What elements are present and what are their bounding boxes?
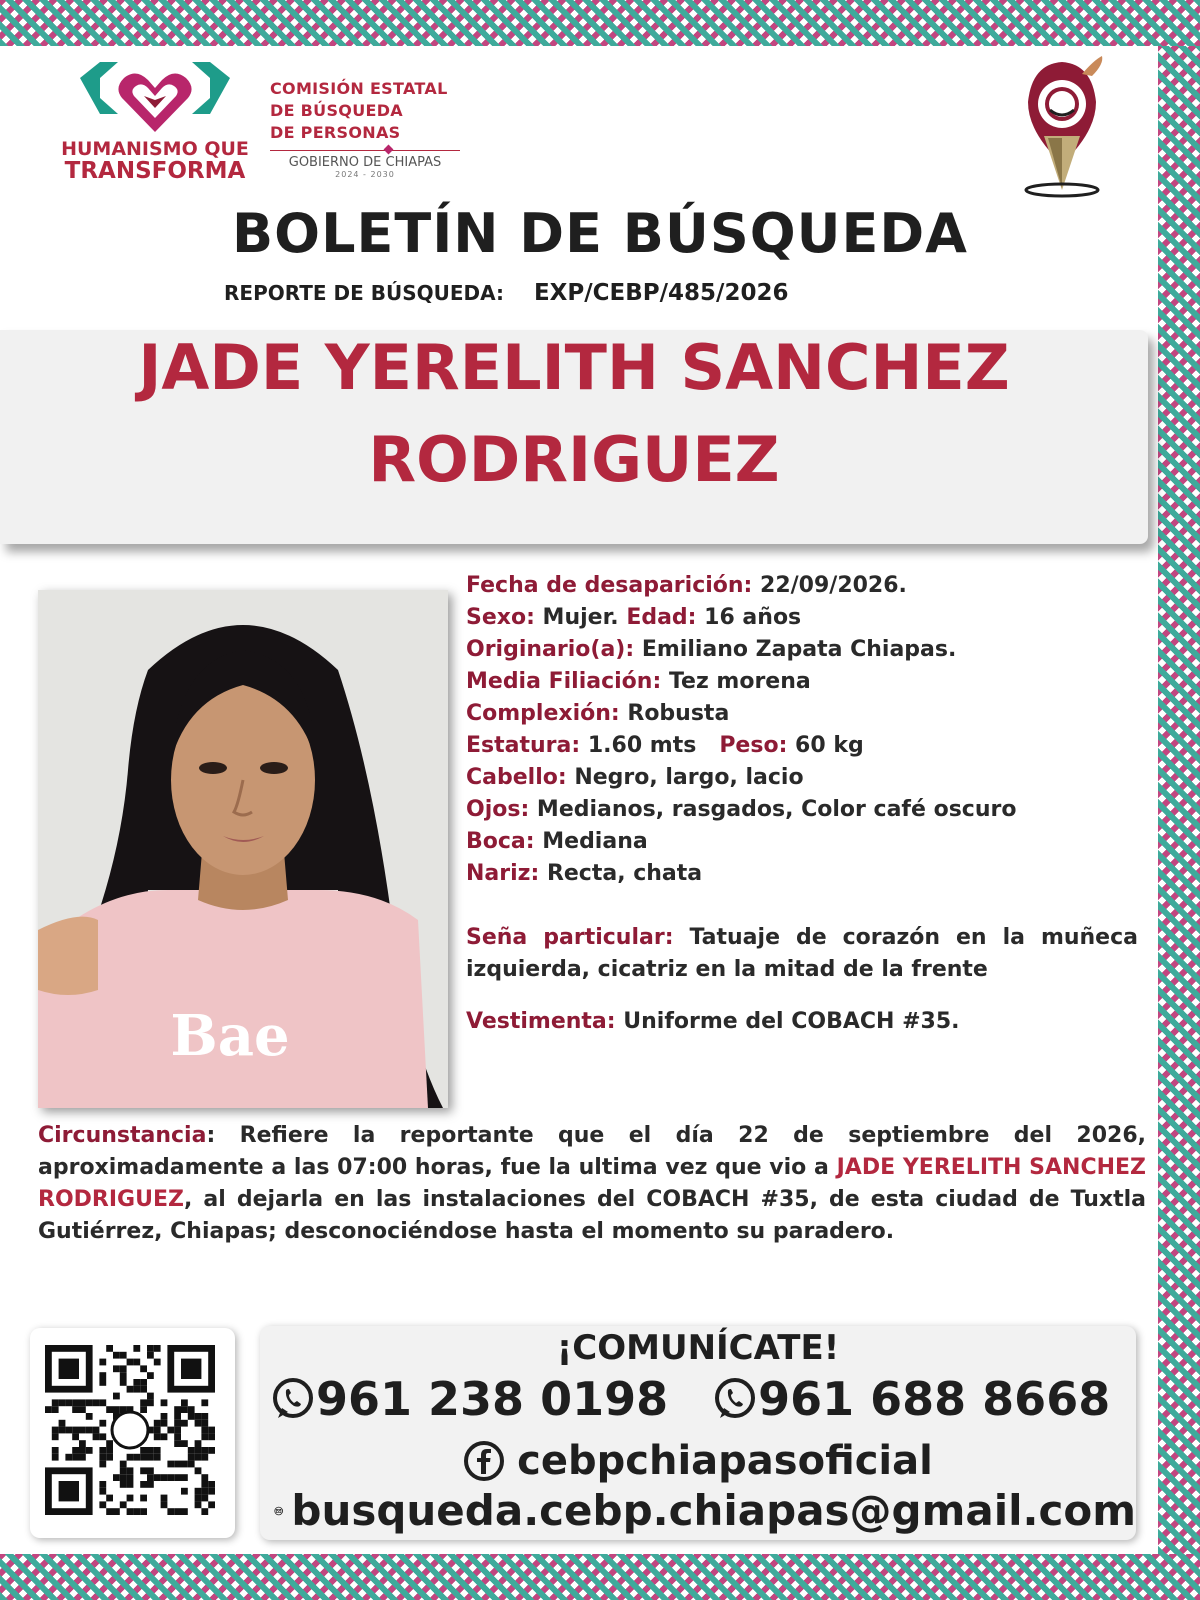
detail-origen-value: Emiliano Zapata Chiapas.	[641, 637, 957, 662]
contact-panel	[260, 1326, 1136, 1540]
detail-estatura	[466, 730, 1138, 762]
detail-sena-label: Seña particular:	[466, 925, 674, 950]
detail-cabello-value: Negro, largo, lacio	[574, 765, 804, 790]
detail-media-value: Tez morena	[668, 669, 811, 694]
phone-1-number: 961 238 0198	[316, 1372, 669, 1426]
detail-peso-value: 60 kg	[795, 733, 864, 758]
detail-ojos-value: Medianos, rasgados, Color café oscuro	[536, 797, 1017, 822]
phone-2-number: 961 688 8668	[758, 1372, 1111, 1426]
logo-mid-line2: DE BÚSQUEDA	[270, 101, 403, 120]
logo-mid-line3: DE PERSONAS	[270, 123, 401, 142]
person-name	[0, 322, 1148, 506]
person-name-line2: RODRIGUEZ	[368, 423, 780, 496]
details-panel	[466, 570, 1138, 1038]
logo-mid-line1: COMISIÓN ESTATAL	[270, 79, 448, 98]
detail-fecha-value: 22/09/2026.	[760, 573, 907, 598]
mail-icon	[274, 1488, 283, 1534]
facebook-link[interactable]	[260, 1438, 1136, 1484]
circumstance-text1: : Refiere la reportante que el día 22 de septiembre del 2026, aproximadamente a las 07:00 horas, fue la ultima vez que vio a	[38, 1123, 1146, 1180]
detail-sexo-value: Mujer.	[542, 605, 619, 630]
page-title: BOLETÍN DE BÚSQUEDA	[232, 202, 968, 265]
detail-estatura-value: 1.60 mts	[587, 733, 697, 758]
whatsapp-icon	[712, 1376, 758, 1422]
detail-vestimenta	[466, 1006, 1138, 1038]
detail-cabello	[466, 762, 1138, 794]
heart-logo-icon	[70, 58, 240, 136]
detail-fecha	[466, 570, 1138, 602]
detail-estatura-label: Estatura:	[466, 733, 581, 758]
detail-boca-label: Boca:	[466, 829, 535, 854]
detail-sena-value: Tatuaje de corazón en la muñeca izquierda, cicatriz en la mitad de la frente	[466, 925, 1138, 982]
logo-gov: GOBIERNO DE CHIAPAS	[288, 155, 442, 170]
report-label: REPORTE DE BÚSQUEDA:	[224, 281, 504, 305]
whatsapp-icon	[270, 1376, 316, 1422]
facebook-icon	[463, 1440, 505, 1482]
detail-sexo	[466, 602, 1138, 634]
detail-cabello-label: Cabello:	[466, 765, 567, 790]
contact-heading: ¡COMUNÍCATE!	[556, 1328, 840, 1368]
detail-sena	[466, 922, 1138, 986]
email-address: busqueda.cebp.chiapas@gmail.com	[291, 1486, 1136, 1535]
detail-boca	[466, 826, 1138, 858]
detail-fecha-label: Fecha de desaparición:	[466, 573, 753, 598]
detail-media	[466, 666, 1138, 698]
circumstance-label: Circunstancia	[38, 1123, 207, 1148]
detail-edad-value: 16 años	[704, 605, 802, 630]
detail-edad-label: Edad:	[626, 605, 697, 630]
report-code: EXP/CEBP/485/2026	[533, 280, 789, 306]
facebook-handle: cebpchiapasoficial	[517, 1438, 933, 1484]
detail-complexion-label: Complexión:	[466, 701, 620, 726]
detail-sexo-label: Sexo:	[466, 605, 535, 630]
location-pin-icon	[1022, 52, 1112, 202]
detail-ojos	[466, 794, 1138, 826]
detail-peso-label: Peso:	[719, 733, 788, 758]
logo-divider	[270, 150, 460, 151]
humanismo-logo	[60, 58, 250, 188]
phone-2[interactable]	[712, 1372, 1110, 1426]
detail-complexion-value: Robusta	[627, 701, 730, 726]
detail-complexion	[466, 698, 1138, 730]
detail-origen-label: Originario(a):	[466, 637, 635, 662]
email-link[interactable]	[274, 1486, 1136, 1535]
circumstance-text2: , al dejarla en las instalaciones del COBACH #35, de esta ciudad de Tuxtla Gutiérrez, Chiapas; desconociéndose hasta el momento su paradero.	[38, 1187, 1146, 1244]
detail-vestimenta-value: Uniforme del COBACH #35.	[623, 1009, 960, 1034]
detail-boca-value: Mediana	[542, 829, 648, 854]
decorative-border-top	[0, 0, 1200, 46]
detail-origen	[466, 634, 1138, 666]
phone-row	[270, 1372, 1126, 1433]
detail-ojos-label: Ojos:	[466, 797, 530, 822]
detail-nariz	[466, 858, 1138, 890]
detail-nariz-value: Recta, chata	[546, 861, 703, 886]
person-name-line1: JADE YERELITH SANCHEZ	[138, 331, 1010, 404]
logo-years: 2024 - 2030	[335, 170, 395, 179]
photo	[38, 590, 448, 1108]
phone-1[interactable]	[270, 1372, 668, 1426]
logo-left-line1: HUMANISMO QUE	[61, 138, 249, 160]
logo-left-line2: TRANSFORMA	[64, 158, 246, 184]
detail-nariz-label: Nariz:	[466, 861, 540, 886]
qr-code-icon[interactable]	[30, 1328, 235, 1538]
cebp-logo	[270, 78, 470, 179]
circumstance-paragraph	[38, 1120, 1146, 1248]
decorative-border-right	[1158, 46, 1200, 1554]
report-line	[224, 280, 788, 306]
shirt-text: Bae	[170, 1003, 290, 1069]
detail-media-label: Media Filiación:	[466, 669, 662, 694]
detail-vestimenta-label: Vestimenta:	[466, 1009, 616, 1034]
circumstance-name: JADE YERELITH SANCHEZ RODRIGUEZ	[38, 1155, 1146, 1212]
decorative-border-bottom	[0, 1554, 1200, 1600]
